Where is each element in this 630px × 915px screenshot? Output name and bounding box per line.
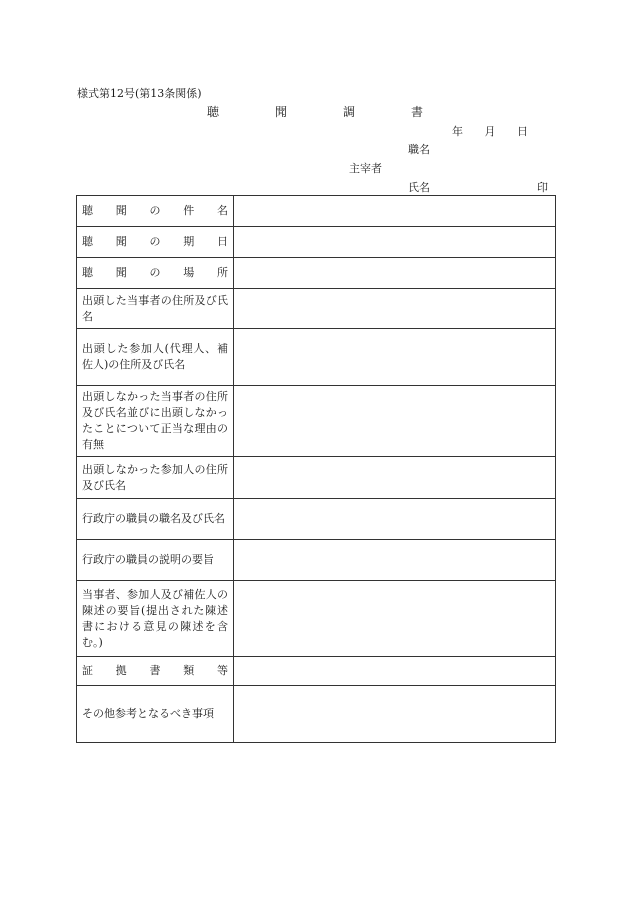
label-char: 拠 (115, 664, 127, 677)
row-label (77, 258, 234, 289)
row-label (77, 457, 234, 499)
table-row (77, 386, 556, 457)
presider-label: 主宰者 (349, 162, 382, 175)
table-row (77, 540, 556, 581)
position-label: 職名 (408, 143, 430, 156)
table-row (77, 258, 556, 289)
seal-mark: 印 (537, 181, 548, 194)
label-char: 類 (183, 664, 195, 677)
table-row (77, 227, 556, 258)
date-year: 年 (452, 125, 463, 138)
label-char: の (149, 235, 161, 248)
row-label-text: 行政庁の職員の説明の要旨 (82, 553, 214, 566)
row-label-text: 当事者、参加人及び補佐人の陳述の要旨(提出された陳述書における意見の陳述を含む。) (82, 587, 228, 649)
form-number: 様式第12号(第13条関係) (77, 87, 202, 100)
row-label-text: その他参考となるべき事項 (82, 707, 214, 720)
title-char: 聞 (274, 105, 287, 119)
row-value-field[interactable] (234, 581, 556, 657)
label-char: 聴 (82, 204, 93, 217)
row-value-field[interactable] (234, 386, 556, 457)
label-char: 等 (217, 664, 228, 677)
label-char: の (149, 204, 161, 217)
table-row (77, 289, 556, 329)
row-label-text (82, 663, 228, 679)
row-label (77, 386, 234, 457)
row-value-field[interactable] (234, 258, 556, 289)
row-value-field[interactable] (234, 686, 556, 743)
row-value-field[interactable] (234, 457, 556, 499)
title-char: 聴 (206, 105, 219, 119)
row-label-text: 行政庁の職員の職名及び氏名 (82, 512, 225, 525)
label-char: 場 (183, 266, 195, 279)
row-value-field[interactable] (234, 499, 556, 540)
label-char: 聴 (82, 266, 93, 279)
table-row (77, 581, 556, 657)
row-label (77, 657, 234, 686)
row-label (77, 227, 234, 258)
row-value-field[interactable] (234, 289, 556, 329)
row-label-text: 出頭した当事者の住所及び氏名 (82, 293, 228, 323)
table-row (77, 499, 556, 540)
row-label (77, 499, 234, 540)
document-title (0, 103, 630, 120)
label-char: 期 (183, 235, 195, 248)
label-char: の (149, 266, 161, 279)
label-char: 聞 (115, 204, 127, 217)
label-char: 件 (183, 204, 195, 217)
label-char: 証 (82, 664, 93, 677)
label-char: 聴 (82, 235, 93, 248)
row-label-text (82, 203, 228, 219)
table-row (77, 457, 556, 499)
label-char: 聞 (115, 266, 127, 279)
row-value-field[interactable] (234, 196, 556, 227)
row-label (77, 686, 234, 743)
label-char: 聞 (115, 235, 127, 248)
date-month: 月 (484, 125, 496, 138)
row-value-field[interactable] (234, 540, 556, 581)
row-label-text (82, 234, 228, 250)
table-row (77, 329, 556, 386)
row-label-text: 出頭した参加人(代理人、補佐人)の住所及び氏名 (82, 342, 228, 371)
row-label-text: 出頭しなかった参加人の住所及び氏名 (82, 462, 228, 492)
row-value-field[interactable] (234, 657, 556, 686)
hearing-record-table (76, 195, 556, 743)
date-line (452, 123, 528, 139)
label-char: 名 (217, 204, 228, 217)
row-label (77, 289, 234, 329)
row-label (77, 581, 234, 657)
row-label (77, 329, 234, 386)
row-value-field[interactable] (234, 329, 556, 386)
table-row (77, 196, 556, 227)
table-row (77, 686, 556, 743)
row-label-text (82, 265, 228, 281)
table-row (77, 657, 556, 686)
date-day: 日 (517, 125, 528, 138)
row-label (77, 540, 234, 581)
title-char: 書 (410, 105, 423, 119)
label-char: 書 (149, 664, 161, 677)
row-value-field[interactable] (234, 227, 556, 258)
title-char: 調 (342, 105, 355, 119)
row-label (77, 196, 234, 227)
label-char: 所 (217, 266, 228, 279)
row-label-text: 出頭しなかった当事者の住所及び氏名並びに出頭しなかったことについて正当な理由の有無 (82, 390, 228, 451)
name-label: 氏名 (408, 181, 430, 194)
label-char: 日 (217, 235, 228, 248)
